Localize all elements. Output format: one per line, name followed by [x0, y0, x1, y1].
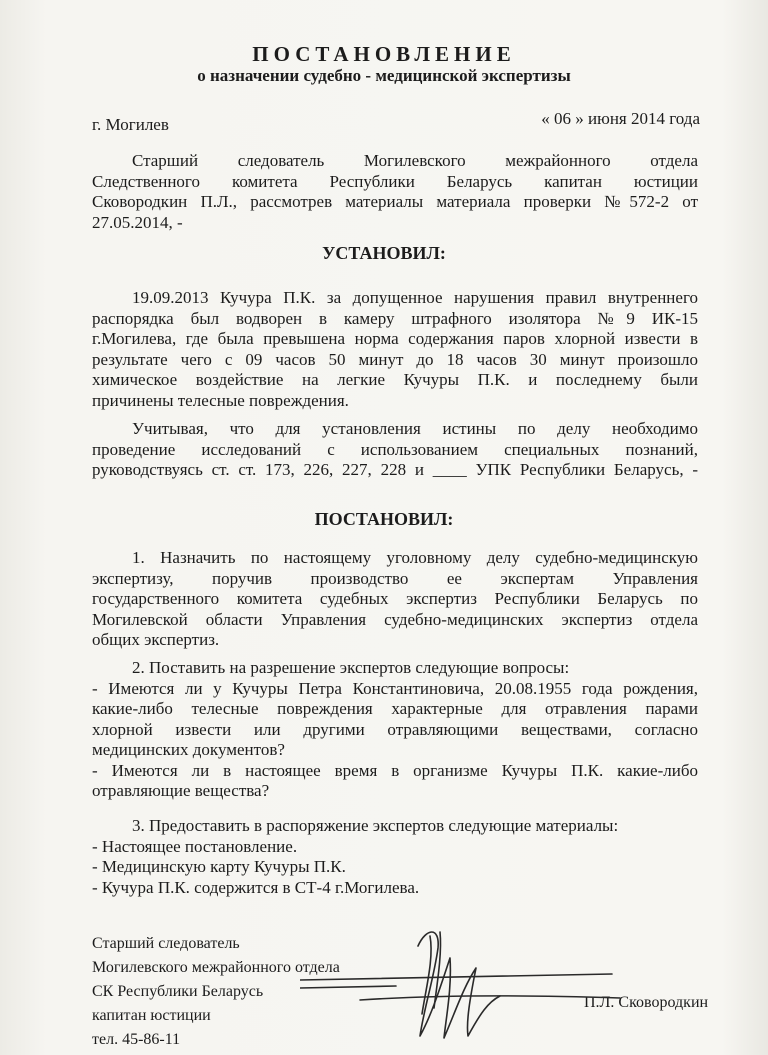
intro-line: Следственного комитета Республики Беларусь капитан юстиции: [92, 171, 698, 191]
ordered-line: хлорной извести или другими отравляющими веществами, согласно: [92, 719, 698, 739]
established-line: результате чего с 09 часов 50 минут до 18 часов 30 минут произошло: [92, 349, 698, 369]
ordered-line: общих экспертиз.: [92, 630, 220, 649]
signer-title-line: Старший следователь: [92, 935, 240, 952]
established-heading: УСТАНОВИЛ:: [322, 243, 446, 263]
ordered-line: 2. Поставить на разрешение экспертов следующие вопросы:: [132, 658, 570, 677]
ordered-line: 3. Предоставить в распоряжение экспертов следующие материалы:: [132, 816, 619, 835]
intro-line: Старший следователь Могилевского межрайонного отдела: [132, 151, 698, 170]
signer-title-line: СК Республики Беларусь: [92, 983, 264, 1000]
established-line: Учитывая, что для установления истины по делу необходимо: [132, 419, 698, 438]
ordered-line: 1. Назначить по настоящему уголовному делу судебно-медицинскую: [132, 548, 698, 567]
ordered-line: какие-либо телесные повреждения характерные для отравления парами: [92, 699, 698, 718]
intro-line: 27.05.2014, -: [92, 212, 183, 232]
document-date: « 06 » июня 2014 года: [541, 109, 700, 128]
signer-title-line: капитан юстиции: [92, 1007, 211, 1024]
established-line: г.Могилева, где была превышена норма содержания паров хлорной извести в: [92, 329, 698, 348]
ordered-line: - Имеются ли у Кучуры Петра Константиновича, 20.08.1955 года рождения,: [92, 678, 698, 698]
ordered-line: - Имеются ли в настоящее время в организме Кучуры П.К. какие-либо: [92, 760, 698, 780]
intro-paragraph: [92, 151, 698, 233]
city: г. Могилев: [92, 115, 169, 134]
ordered-line: отравляющие вещества?: [92, 781, 270, 800]
ordered-heading: ПОСТАНОВИЛ:: [314, 509, 454, 529]
ordered-line: государственного комитета судебных экспертиз Республики Беларусь по: [92, 589, 698, 608]
ordered-item-1: [92, 548, 698, 651]
ordered-line: медицинских документов?: [92, 740, 285, 759]
intro-line: Сковородкин П.Л., рассмотрев материалы материала проверки №572-2 от: [92, 192, 698, 211]
ordered-line: экспертизу, поручив производство ее экспертам Управления: [92, 568, 698, 588]
document-subtitle: о назначении судебно - медицинской экспертизы: [197, 66, 571, 85]
ordered-line: - Кучура П.К. содержится в СТ-4 г.Могилева.: [92, 877, 420, 897]
established-line: проведение исследований с использованием специальных познаний,: [92, 439, 698, 459]
established-line: химическое воздействие на легкие Кучуры П.К. и последнему были: [92, 370, 698, 389]
signer-name: П.Л. Сковородкин: [584, 994, 709, 1011]
established-paragraph-1: [92, 288, 698, 411]
established-line: руководствуясь ст. ст. 173, 226, 227, 228 и ____ УПК Республики Беларусь, -: [92, 460, 698, 479]
established-line: распорядка был водворен в камеру штрафного изолятора №9 ИК-15: [92, 308, 698, 328]
ordered-line: - Медицинскую карту Кучуры П.К.: [92, 857, 346, 876]
ordered-line: - Настоящее постановление.: [92, 836, 298, 856]
ordered-item-2: [92, 658, 698, 802]
document-title: ПОСТАНОВЛЕНИЕ: [252, 42, 516, 66]
ordered-item-3: [92, 816, 698, 898]
established-paragraph-2: [92, 419, 698, 481]
signer-phone: тел. 45-86-11: [92, 1031, 181, 1048]
established-line: 19.09.2013 Кучура П.К. за допущенное нарушения правил внутреннего: [132, 288, 698, 307]
ordered-line: Могилевской области Управления судебно-медицинских экспертиз отдела: [92, 609, 698, 629]
signer-title-line: Могилевского межрайонного отдела: [92, 959, 340, 976]
handwritten-signature: [300, 918, 630, 1048]
established-line: причинены телесные повреждения.: [92, 390, 349, 410]
